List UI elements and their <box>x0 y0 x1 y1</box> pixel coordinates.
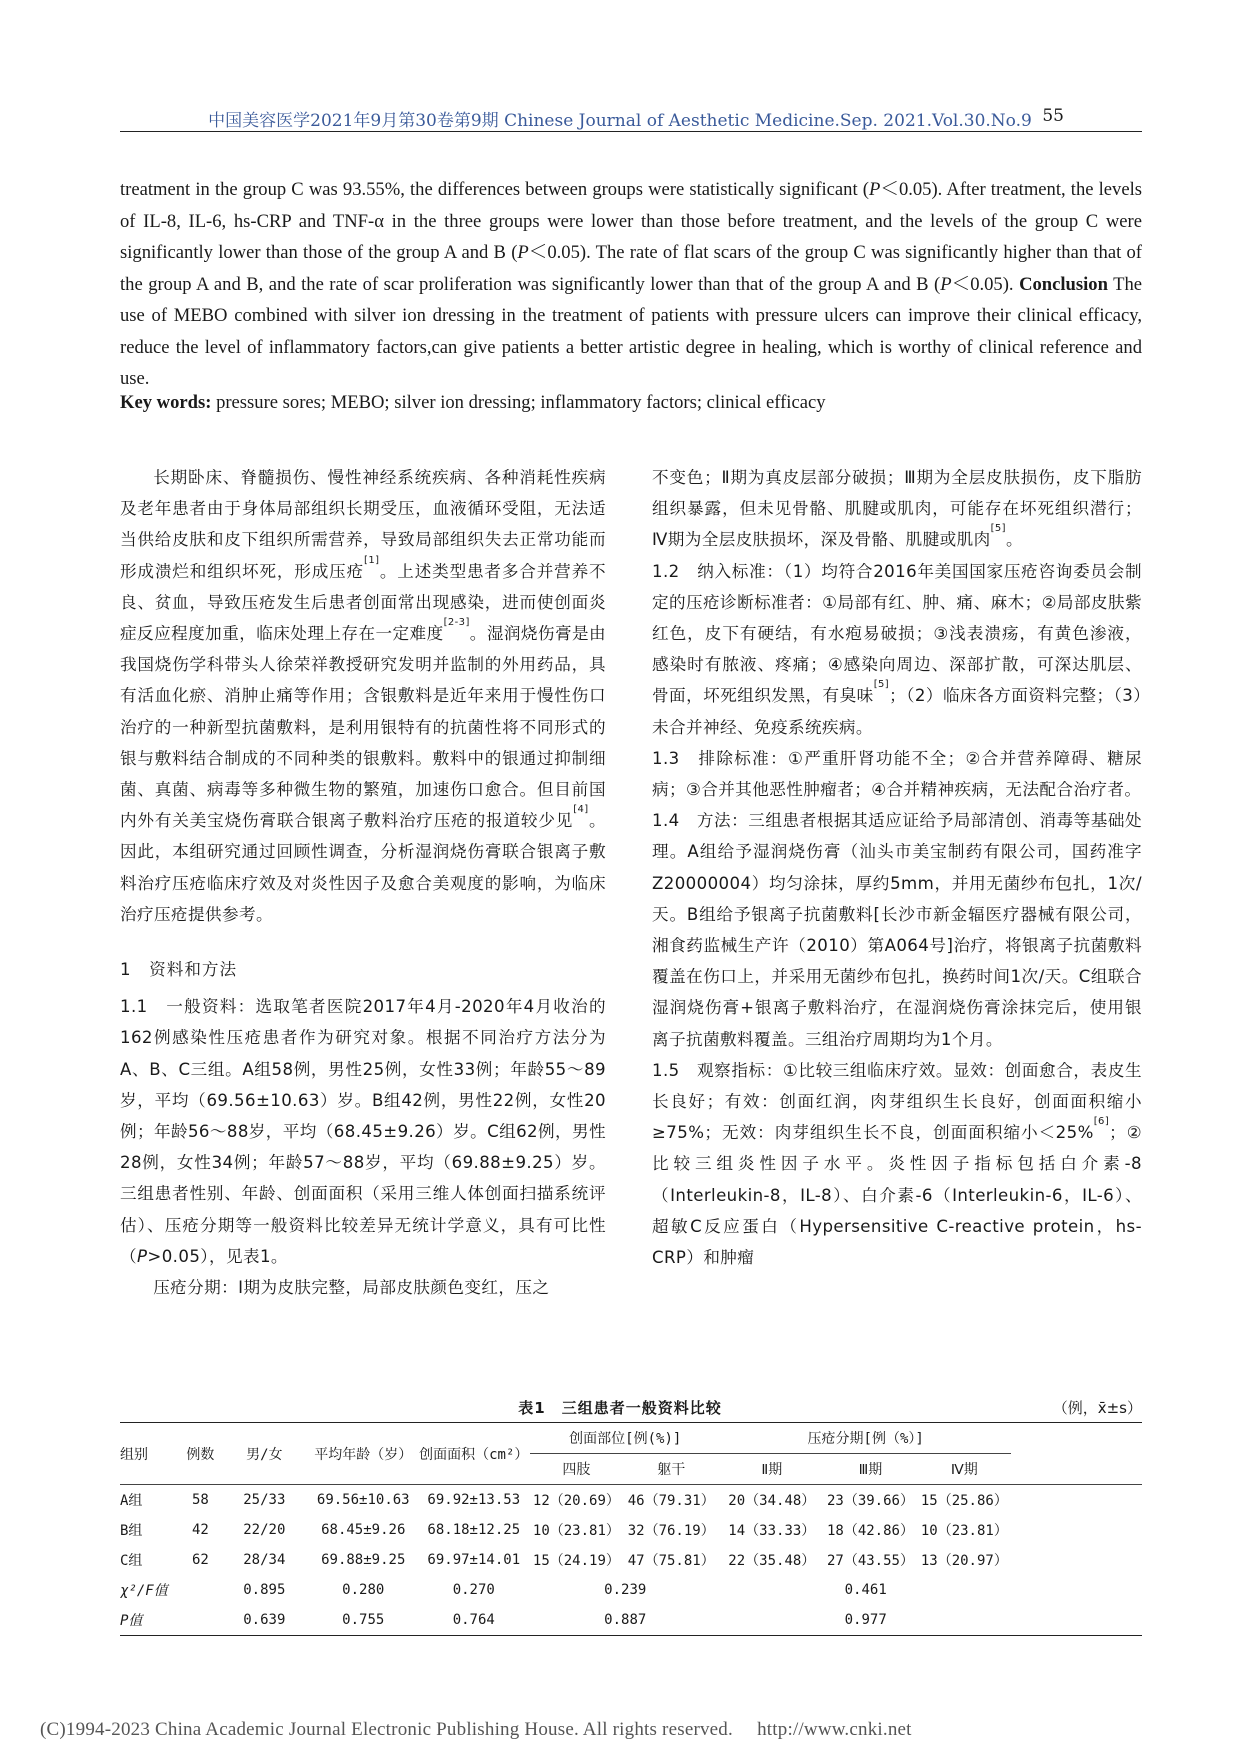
table-row-chi: χ²/F值 0.895 0.280 0.270 0.239 0.461 <box>120 1582 887 1599</box>
th-stage3: Ⅲ期 <box>858 1462 883 1478</box>
th-age: 平均年龄（岁） <box>309 1423 417 1485</box>
page-number: 55 <box>1042 106 1064 126</box>
table-header-row <box>120 1423 1142 1454</box>
exclusion-criteria: 1.3 排除标准：①严重肝肾功能不全；②合并营养障碍、糖尿病；③合并其他恶性肿瘤者；④合并精神疾病，无法配合治疗者。 <box>652 748 1142 800</box>
th-count: 例数 <box>182 1423 220 1485</box>
copyright-footer: (C)1994-2023 China Academic Journal Electronic Publishing House. All rights reserved. http://www.cnki.net <box>40 1719 912 1740</box>
table-row: B组 42 22/20 68.45±9.26 68.18±12.25 10（23.81） 32（76.19） 14（33.33） 18（42.86） 10（23.81） <box>120 1522 1008 1539</box>
table-row: A组 58 25/33 69.56±10.63 69.92±13.53 12（20.69） 46（79.31） 20（34.48） 23（39.66） 15（25.86） <box>120 1485 1142 1516</box>
inclusion-criteria: 1.2 纳入标准：（1）均符合2016年美国国家压疮咨询委员会制定的压疮诊断标准者：①局部有红、肿、痛、麻木；②局部皮肤紫红色，皮下有硬结，有水疱易破损；③浅表溃疡，有黄色渗液，感染时有脓液、疼痛；④感染向周边、深部扩散，可深达肌层、骨面，坏死组织发黑，有臭味[5]；（2）临床各方面资料完整；（3）未合并神经、免疫系统疾病。 <box>652 561 1142 737</box>
th-stage: 压疮分期[例（%）] <box>720 1423 1011 1454</box>
th-stage2: Ⅱ期 <box>761 1462 783 1478</box>
english-abstract: treatment in the group C was 93.55%, the differences between groups were statistically significant (P＜0.05). After treatment, the levels of IL-8, IL-6, hs-CRP and TNF-α in the three groups were lower than those before treatment, and the levels of the group C were significantly lower than those of the group A and B (P＜0.05). The rate of flat scars of the group C was significantly higher than that of the group A and B, and the rate of scar proliferation was significantly lower than that of the group A and B (P＜0.05). Conclusion The use of MEBO combined with silver ion dressing in the treatment of patients with pressure ulcers can improve their clinical efficacy, reduce the level of inflammatory factors,can give patients a better artistic degree in healing, which is worthy of clinical reference and use. <box>120 179 1143 389</box>
right-column <box>652 462 1142 1273</box>
th-site: 创面部位[例(%)] <box>530 1423 720 1454</box>
conclusion-label: Conclusion <box>1019 273 1108 295</box>
table-1 <box>120 1422 1142 1636</box>
table-row-p: P值 0.639 0.755 0.764 0.887 0.977 <box>120 1605 1142 1636</box>
th-sex: 男/女 <box>219 1423 309 1485</box>
general-data-paragraph: 1.1 一般资料：选取笔者医院2017年4月-2020年4月收治的162例感染性压疮患者作为研究对象。根据不同治疗方法分为A、B、C三组。A组58例，男性25例，女性33例；年龄55～89岁，平均（69.56±10.63）岁。B组42例，男性22例，女性20例；年龄56～88岁，平均（68.45±9.26）岁。C组62例，男性28例，女性34例；年龄57～88岁，平均（69.88±9.25）岁。三组患者性别、年龄、创面面积（采用三维人体创面扫描系统评估）、压疮分期等一般资料比较差异无统计学意义，具有可比性（P>0.05），见表1。 <box>120 997 606 1266</box>
table-caption: 表1 三组患者一般资料比较 <box>518 1399 722 1417</box>
th-trunk: 躯干 <box>657 1462 686 1478</box>
section-heading: 1 资料和方法 <box>120 960 238 980</box>
th-limbs: 四肢 <box>562 1462 591 1478</box>
table-unit: （例，x̄±s） <box>1052 1399 1142 1417</box>
methods-paragraph: 1.4 方法：三组患者根据其适应证给予局部清创、消毒等基础处理。A组给予湿润烧伤膏（汕头市美宝制药有限公司，国药准字Z20000004）均匀涂抹，厚约5mm，并用无菌纱布包扎，1次/天。B组给予银离子抗菌敷料[长沙市新金辐医疗器械有限公司，湘食药监械生产许（2010）第A064号]治疗，将银离子抗菌敷料覆盖在伤口上，并采用无菌纱布包扎，换药时间1次/天。C组联合湿润烧伤膏+银离子敷料治疗，在湿润烧伤膏涂抹完后，使用银离子抗菌敷料覆盖。三组治疗周期均为1个月。 <box>652 811 1142 1049</box>
th-area: 创面面积（cm²） <box>417 1423 530 1485</box>
table-row: C组 62 28/34 69.88±9.25 69.97±14.01 15（24.19） 47（75.81） 22（35.48） 27（43.55） 13（20.97） <box>120 1552 1008 1569</box>
header-rule <box>120 131 1142 132</box>
staging-paragraph: 压疮分期：Ⅰ期为皮肤完整，局部皮肤颜色变红，压之 <box>153 1278 550 1298</box>
keywords: Key words: pressure sores; MEBO; silver ion dressing; inflammatory factors; clinical efficacy <box>120 392 826 413</box>
keywords-label: Key words: <box>120 392 212 413</box>
th-group: 组别 <box>120 1423 182 1485</box>
th-stage4: Ⅳ期 <box>950 1462 978 1478</box>
intro-paragraph: 长期卧床、脊髓损伤、慢性神经系统疾病、各种消耗性疾病及老年患者由于身体局部组织长期受压，血液循环受阻，无法适当供给皮肤和皮下组织所需营养，导致局部组织失去正常功能而形成溃烂和组织坏死，形成压疮[1]。上述类型患者多合并营养不良、贫血，导致压疮发生后患者创面常出现感染，进而使创面炎症反应程度加重，临床处理上存在一定难度[2-3]。湿润烧伤膏是由我国烧伤学科带头人徐荣祥教授研究发明并监制的外用药品，具有活血化瘀、消肿止痛等作用；含银敷料是近年来用于慢性伤口治疗的一种新型抗菌敷料，是利用银特有的抗菌性将不同形式的银与敷料结合制成的不同种类的银敷料。敷料中的银通过抑制细菌、真菌、病毒等多种微生物的繁殖，加速伤口愈合。但目前国内外有关美宝烧伤膏联合银离子敷料治疗压疮的报道较少见[4]。因此，本组研究通过回顾性调查，分析湿润烧伤膏联合银离子敷料治疗压疮临床疗效及对炎性因子及愈合美观度的影响，为临床治疗压疮提供参考。 <box>120 468 607 924</box>
left-column <box>120 462 606 1303</box>
journal-header: 中国美容医学2021年9月第30卷第9期 Chinese Journal of Aesthetic Medicine.Sep. 2021.Vol.30.No.9 <box>208 111 1032 131</box>
indicators-paragraph: 1.5 观察指标：①比较三组临床疗效。显效：创面愈合，表皮生长良好；有效：创面红润，肉芽组织生长良好，创面面积缩小≥75%；无效：肉芽组织生长不良，创面面积缩小＜25%[6]；②比较三组炎性因子水平。炎性因子指标包括白介素-8（Interleukin-8，IL-8）、白介素-6（Interleukin-6，IL-6）、超敏C反应蛋白（Hypersensitive C-reactive protein，hs-CRP）和肿瘤 <box>652 1060 1142 1268</box>
staging-continued: 不变色；Ⅱ期为真皮层部分破损；Ⅲ期为全层皮肤损伤，皮下脂肪组织暴露，但未见骨骼、肌腱或肌肉，可能存在坏死组织潜行；Ⅳ期为全层皮肤损坏，深及骨骼、肌腱或肌肉[5]。 <box>652 468 1142 550</box>
